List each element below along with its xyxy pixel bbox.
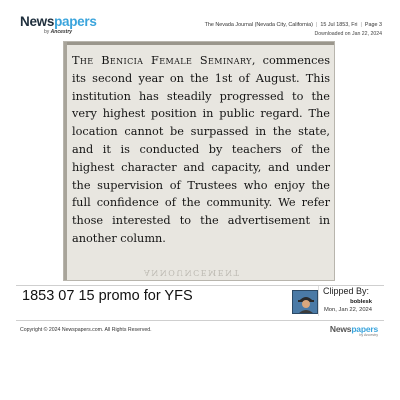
- publication-date: 15 Jul 1853, Fri: [320, 22, 358, 28]
- bleed-through-text: ANNOUNCEMENT: [144, 268, 241, 277]
- clip-title: 1853 07 15 promo for YFS: [22, 288, 193, 304]
- clipped-by-label: Clipped By:: [323, 286, 370, 296]
- copyright-notice: Copyright © 2024 Newspapers.com. All Rights Reserved.: [20, 327, 152, 333]
- clip-date: Mon, Jan 22, 2024: [323, 307, 372, 313]
- logo-byline: [44, 29, 90, 35]
- newspaper-clipping: [63, 41, 335, 281]
- separator: |: [360, 22, 362, 28]
- publication-meta: [205, 21, 382, 39]
- user-avatar-icon[interactable]: [292, 290, 318, 314]
- logo-wordmark: [20, 14, 97, 29]
- newspapers-logo[interactable]: [20, 14, 97, 37]
- clipping-body: , commences its second year on the 1st of August. This institution has steadily progressed to the very highest position in public regard. The location cannot be surpassed in the state, and it is conducted by teachers of the highest character and capacity, and under the supervision of Trustees who enjoy the full confidence of the community. We refer those interested to the advertisement in another column.: [72, 54, 330, 245]
- logo-by: by: [44, 29, 50, 35]
- footer-divider: [16, 320, 384, 321]
- logo-papers: papers: [54, 14, 97, 29]
- logo-news: News: [20, 14, 55, 29]
- footer-logo-news: News: [329, 324, 352, 334]
- footer-logo-papers: papers: [351, 324, 378, 334]
- download-date: Downloaded on Jan 22, 2024: [314, 31, 382, 37]
- logo-brand: Ancestry: [50, 29, 73, 35]
- publication-name[interactable]: The Nevada Journal (Nevada City, California): [204, 22, 313, 28]
- page-number: Page 3: [364, 22, 382, 28]
- caption-divider: [318, 286, 319, 316]
- clipping-text: [72, 52, 330, 248]
- footer-logo-sub: by Ancestry: [359, 333, 378, 337]
- clipper-username[interactable]: boblesk: [350, 299, 372, 305]
- clipping-heading: The Benicia Female Seminary: [72, 54, 252, 67]
- separator: |: [315, 22, 318, 28]
